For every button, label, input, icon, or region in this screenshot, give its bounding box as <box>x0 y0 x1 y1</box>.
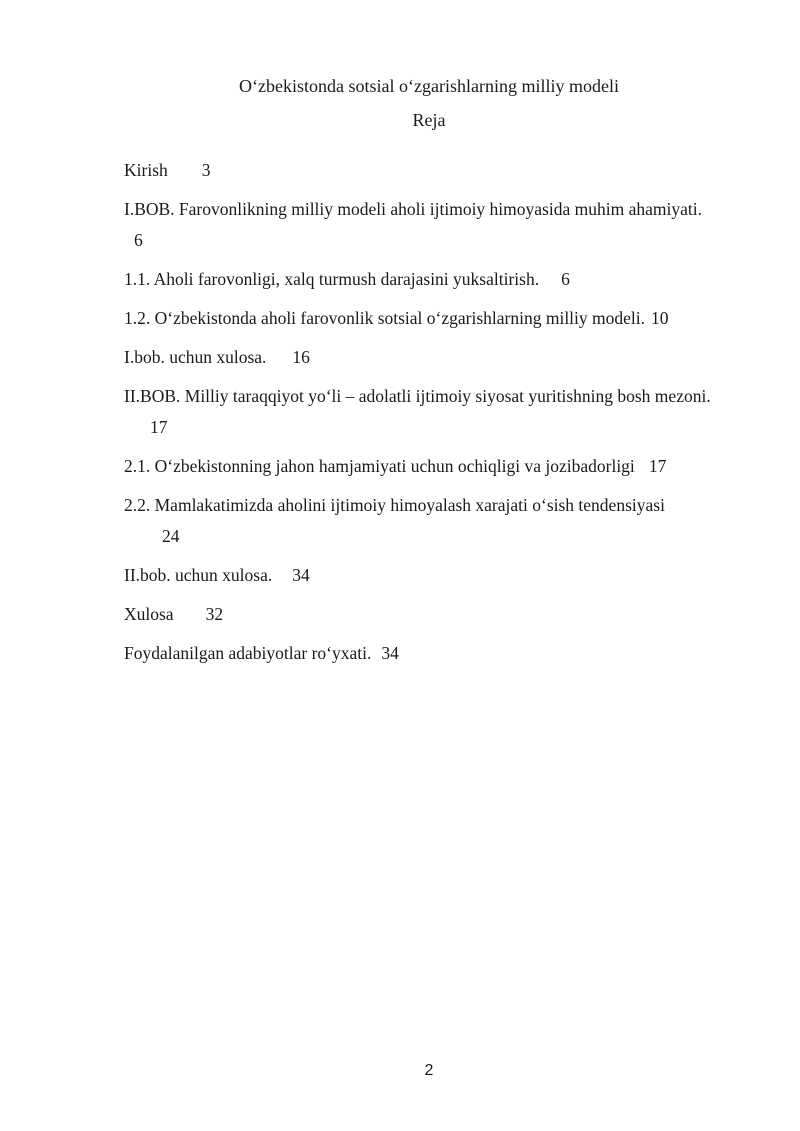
toc-entry-page: 3 <box>201 160 211 180</box>
toc-entry-kirish <box>124 155 714 186</box>
toc-entry-text: Foydalanilgan adabiyotlar ro‘yxati. <box>124 643 372 663</box>
toc-entry-2-1 <box>124 451 714 482</box>
toc-entry-text: I.BOB. Farovonlikning milliy modeli aholi ijtimoiy himoyasida muhim ahamiyati. <box>124 199 702 219</box>
toc-entry-page: 17 <box>150 417 168 437</box>
toc-entry-text: II.bob. uchun xulosa. <box>124 565 273 585</box>
toc-entry-text: II.BOB. Milliy taraqqiyot yo‘li – adolatli ijtimoiy siyosat yuritishning bosh mezoni. <box>124 386 711 406</box>
toc-entry-text: 2.1. O‘zbekistonning jahon hamjamiyati uchun ochiqligi va jozibadorligi <box>124 456 635 476</box>
toc-entry-page: 10 <box>651 308 669 328</box>
toc-entry-chapter-1-conclusion <box>124 342 714 373</box>
toc-entry-page: 32 <box>205 604 224 624</box>
toc-entry-text: 2.2. Mamlakatimizda aholini ijtimoiy himoyalash xarajati o‘sish tendensiyasi <box>124 495 665 515</box>
toc-entry-text: 1.2. O‘zbekistonda aholi farovonlik sotsial o‘zgarishlarning milliy modeli. <box>124 308 646 328</box>
toc-entry-page: 24 <box>162 526 180 546</box>
toc-entry-text: Xulosa <box>124 604 174 624</box>
toc-entry-page: 34 <box>292 565 310 585</box>
toc-entry-page: 16 <box>292 347 310 367</box>
toc-entry-chapter-1 <box>124 194 714 256</box>
toc-entry-page: 6 <box>561 269 570 289</box>
toc-entry-page: 17 <box>648 456 667 476</box>
toc-entry-text: Kirish <box>124 160 168 180</box>
toc-entry-chapter-2-conclusion <box>124 560 714 591</box>
page-number: 2 <box>424 1062 434 1079</box>
toc-entry-text: 1.1. Aholi farovonligi, xalq turmush darajasini yuksaltirish. <box>124 269 540 289</box>
toc-entry-1-1 <box>124 264 714 295</box>
toc-entry-text: I.bob. uchun xulosa. <box>124 347 267 367</box>
toc-entry-chapter-2 <box>124 381 714 443</box>
document-title: O‘zbekistonda sotsial o‘zgarishlarning milliy modeli <box>239 76 619 96</box>
toc-entry-page: 34 <box>381 643 399 663</box>
document-subtitle: Reja <box>412 110 446 130</box>
toc-entry-2-2 <box>124 490 714 552</box>
toc-entry-page: 6 <box>134 230 143 250</box>
table-of-contents <box>124 155 714 669</box>
toc-entry-references <box>124 638 714 669</box>
toc-entry-1-2 <box>124 303 714 334</box>
toc-entry-xulosa <box>124 599 714 630</box>
